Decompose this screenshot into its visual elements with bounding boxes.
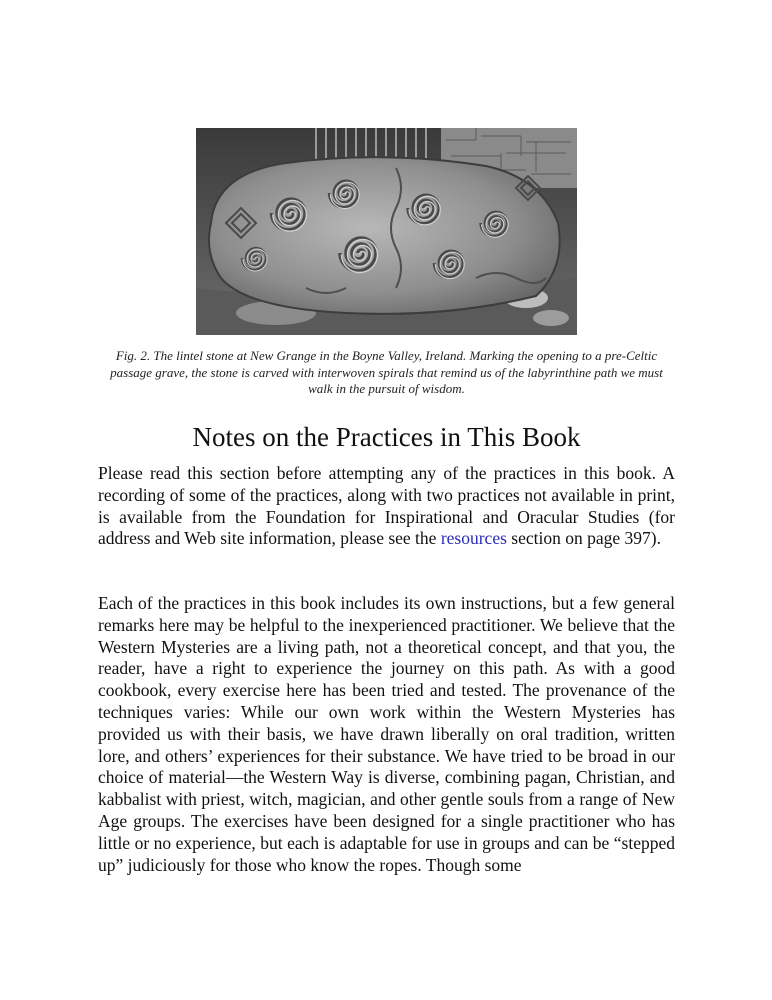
figure-caption: Fig. 2. The lintel stone at New Grange in the Boyne Valley, Ireland. Marking the opening to a pre-Celtic passage grave, the stone is carved with interwoven spirals that remind us of the labyrinthine path we must walk in the pursuit of wisdom.: [110, 348, 663, 396]
paragraph-intro-text-end: section on page 397).: [506, 528, 661, 549]
paragraph-intro: [98, 463, 675, 550]
paragraph-practices: Each of the practices in this book includes its own instructions, but a few general remarks here may be helpful to the inexperienced practitioner. We believe that the Western Mysteries are a living path, not a theoretical concept, and that you, the reader, have a right to experience the journey on this path. As with a good cookbook, every exercise here has been tried and tested. The provenance of the techniques varies: While our own work within the Western Mysteries has provided us with their basis, we have drawn liberally on oral tradition, written lore, and others’ experiences for their substance. We have tried to be broad in our choice of material—the Western Way is diverse, combining pagan, Christian, and kabbalist with priest, witch, magician, and other gentle souls from a range of New Age groups. The exercises have been designed for a single practitioner who has little or no experience, but each is adaptable for use in groups and can be “stepped up” judiciously for those who know the ropes. Though some: [98, 593, 675, 875]
figure-photo-newgrange-stone: [196, 128, 577, 335]
lintel-stone-photo: [196, 128, 577, 335]
resources-link[interactable]: resources: [440, 528, 507, 549]
section-heading: Notes on the Practices in This Book: [192, 422, 581, 452]
paragraph-intro-text-start: Please read this section before attempting any of the practices in this book. A recording of some of the practices, along with two practices not available in print, is available from the Foundation for Inspirational and Oracular Studies (for address and Web site information, please see the: [98, 463, 675, 549]
